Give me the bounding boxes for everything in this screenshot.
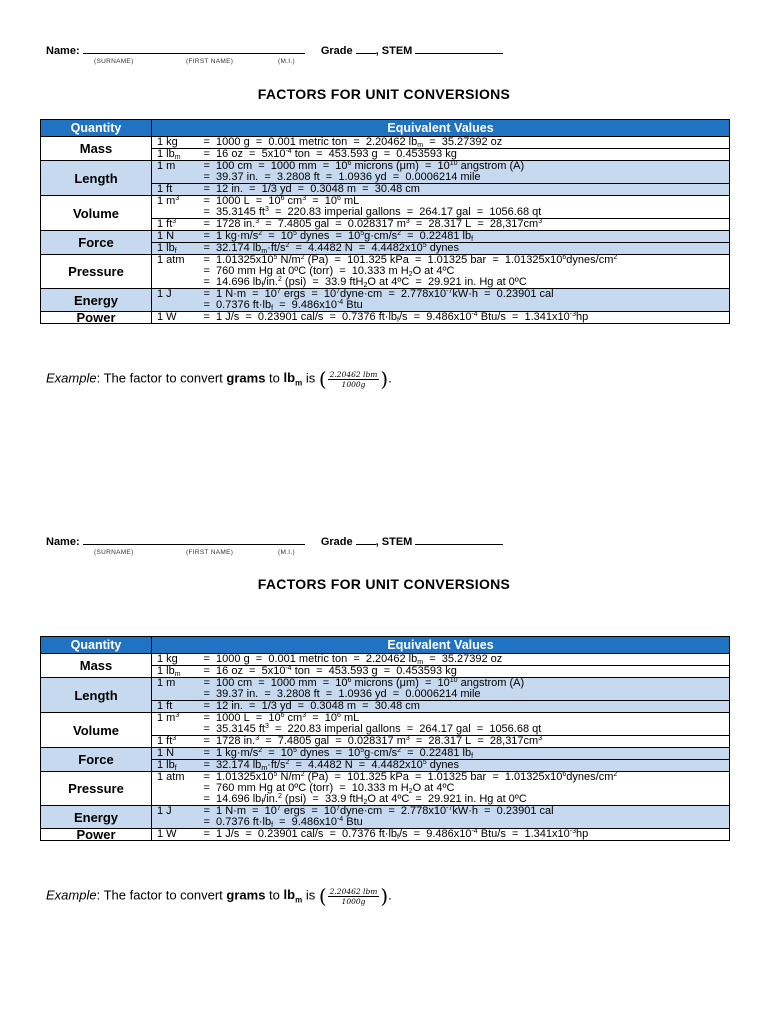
quantity-mass: Mass (41, 137, 152, 161)
example-note: Example: The factor to convert grams to $lb_m$ is ( $\frac{\text{2.20462 lbm}}{1000g}$ ). (46, 884, 392, 908)
value-lbf: = 32.174 $lb_m\cdot ft/s^2 = 4.4482$ $N = 4.4482x10^5$ dynes (199, 243, 730, 255)
value-m-2: = 39.37 in. = 3.2808 ft = 1.0936 yd = 0.0006214 mile (199, 689, 730, 701)
unit-W: 1 W (152, 829, 199, 841)
mi-caption: (M.I.) (278, 58, 295, 65)
value-atm-1: = $1.01325x10^5$ $N/m^2$ (Pa) = 101.325 kPa = 1.01325 bar = $1.01325x10^6dynes/cm^2$ (199, 255, 730, 267)
value-lbf: = 32.174 $lb_m\cdot ft/s^2 = 4.4482$ $N = 4.4482x10^5$ dynes (199, 760, 730, 772)
value-atm-1: = $1.01325x10^5$ $N/m^2$ (Pa) = 101.325 kPa = 1.01325 bar = $1.01325x10^6dynes/cm^2$ (199, 772, 730, 784)
conversion-table (40, 119, 730, 324)
value-m3-1: = 1000 $L = 10^6$ $cm^3 = 10^6$ mL (199, 196, 730, 208)
value-W: = 1 J/s = 0.23901 cal/s = 0.7376 $ft\cdot lb_f/s = 9.486x10^{-4}$ $Btu/s = 1.341x10^{-3}hp$ (199, 829, 730, 841)
value-atm-3: = 14.696 $lb_f/in.^2$ (psi) = 33.9 ftH$_2$O at 4ºC = 29.921 in. Hg at 0ºC (199, 277, 730, 289)
value-J-1: = 1 $N\cdot m = 10^7$ ergs = $10^7dyne\cdot cm = 2.778x10^{-7}kW\cdot h = 0.23901$ cal (199, 289, 730, 301)
value-ft3: = 1728 in.$^3$ = 7.4805 gal = 0.028317 $m^3 = 28.317$ $L = 28,317cm^3$ (199, 219, 730, 231)
quantity-pressure: Pressure (41, 772, 152, 806)
conversion-table (40, 636, 730, 841)
grade-blank[interactable] (356, 535, 376, 545)
value-m-2: = 39.37 in. = 3.2808 ft = 1.0936 yd = 0.0006214 mile (199, 172, 730, 184)
value-W: = 1 J/s = 0.23901 cal/s = 0.7376 $ft\cdot lb_f/s = 9.486x10^{-4}$ $Btu/s = 1.341x10^{-3}hp$ (199, 312, 730, 324)
value-atm-2: = 760 mm Hg at 0ºC (torr) = 10.333 m $H_2O$ at 4ºC (199, 783, 730, 794)
surname-caption: (SURNAME) (94, 58, 134, 65)
unit-W: 1 W (152, 312, 199, 324)
unit-lbm: 1 $lb_m$ (152, 666, 199, 678)
mi-caption: (M.I.) (278, 549, 295, 556)
stem-blank[interactable] (415, 44, 503, 54)
grade-blank[interactable] (356, 44, 376, 54)
quantity-energy: Energy (41, 806, 152, 829)
value-m-1: = 100 cm = 1000 mm = $10^6$ microns $(\mu m) = 10^{10}$ angstrom (A) (199, 161, 730, 173)
unit-atm: 1 atm (152, 772, 199, 784)
first-name-caption: (FIRST NAME) (186, 549, 234, 556)
value-lbm: = 16 oz = $5x10^{-4}$ ton = 453.593 g = 0.453593 kg (199, 149, 730, 161)
unit-lbf: 1 $lb_f$ (152, 760, 199, 772)
value-m3-2: = 35.3145 $ft^3 = 220.83$ imperial gallons = 264.17 gal = 1056.68 qt (199, 724, 730, 736)
unit-ft3: 1 $ft^3$ (152, 219, 199, 231)
unit-J: 1 J (152, 806, 199, 818)
name-blank[interactable] (83, 535, 305, 545)
quantity-length: Length (41, 678, 152, 713)
unit-m3: 1 $m^3$ (152, 713, 199, 725)
name-line: Name: Grade , STEM (46, 535, 503, 548)
unit-J: 1 J (152, 289, 199, 301)
quantity-pressure: Pressure (41, 255, 152, 289)
value-ft: = 12 in. = 1/3 yd = 0.3048 m = 30.48 cm (199, 701, 730, 713)
col-header-values: Equivalent Values (152, 637, 730, 654)
value-m3-2: = 35.3145 $ft^3 = 220.83$ imperial gallons = 264.17 gal = 1056.68 qt (199, 207, 730, 219)
unit-ft3: 1 $ft^3$ (152, 736, 199, 748)
surname-caption: (SURNAME) (94, 549, 134, 556)
quantity-power: Power (41, 829, 152, 841)
value-kg: = 1000 g = 0.001 metric ton = 2.20462 $lb_m = 35.27392$ oz (199, 654, 730, 666)
col-header-quantity: Quantity (41, 120, 152, 137)
value-N: = 1 $kg\cdot m/s^2 = 10^5$ dynes = $10^5g\cdot cm/s^2 = 0.22481$ $lb_f$ (199, 748, 730, 760)
name-blank[interactable] (83, 44, 305, 54)
unit-ft: 1 ft (152, 184, 199, 196)
value-lbm: = 16 oz = $5x10^{-4}$ ton = 453.593 g = 0.453593 kg (199, 666, 730, 678)
unit-lbm: 1 $lb_m$ (152, 149, 199, 161)
value-J-2: = 0.7376 $ft\cdot lb_f = 9.486x10^{-4}$ Btu (199, 300, 730, 312)
unit-N: 1 N (152, 748, 199, 760)
name-line: Name: Grade , STEM (46, 44, 503, 57)
page-title: FACTORS FOR UNIT CONVERSIONS (257, 86, 511, 102)
stem-blank[interactable] (415, 535, 503, 545)
col-header-values: Equivalent Values (152, 120, 730, 137)
quantity-force: Force (41, 231, 152, 255)
value-J-1: = 1 $N\cdot m = 10^7$ ergs = $10^7dyne\cdot cm = 2.778x10^{-7}kW\cdot h = 0.23901$ cal (199, 806, 730, 818)
unit-kg: 1 kg (152, 137, 199, 149)
unit-kg: 1 kg (152, 654, 199, 666)
unit-atm: 1 atm (152, 255, 199, 267)
unit-N: 1 N (152, 231, 199, 243)
example-fraction: $\frac{\text{2.20462 lbm}}{1000g}$ (329, 369, 378, 389)
quantity-force: Force (41, 748, 152, 772)
unit-ft: 1 ft (152, 701, 199, 713)
value-atm-2: = 760 mm Hg at 0ºC (torr) = 10.333 m $H_2O$ at 4ºC (199, 266, 730, 277)
value-N: = 1 $kg\cdot m/s^2 = 10^5$ dynes = $10^5g\cdot cm/s^2 = 0.22481$ $lb_f$ (199, 231, 730, 243)
value-ft: = 12 in. = 1/3 yd = 0.3048 m = 30.48 cm (199, 184, 730, 196)
value-kg: = 1000 g = 0.001 metric ton = 2.20462 $lb_m = 35.27392$ oz (199, 137, 730, 149)
quantity-volume: Volume (41, 196, 152, 231)
quantity-mass: Mass (41, 654, 152, 678)
first-name-caption: (FIRST NAME) (186, 58, 234, 65)
value-m3-1: = 1000 $L = 10^6$ $cm^3 = 10^6$ mL (199, 713, 730, 725)
quantity-energy: Energy (41, 289, 152, 312)
quantity-power: Power (41, 312, 152, 324)
unit-m3: 1 $m^3$ (152, 196, 199, 208)
example-note: Example: The factor to convert grams to $lb_m$ is ( $\frac{\text{2.20462 lbm}}{1000g}$ ). (46, 367, 392, 391)
value-m-1: = 100 cm = 1000 mm = $10^6$ microns $(\mu m) = 10^{10}$ angstrom (A) (199, 678, 730, 690)
col-header-quantity: Quantity (41, 637, 152, 654)
value-ft3: = 1728 in.$^3$ = 7.4805 gal = 0.028317 $m^3 = 28.317$ $L = 28,317cm^3$ (199, 736, 730, 748)
value-atm-3: = 14.696 $lb_f/in.^2$ (psi) = 33.9 ftH$_2$O at 4ºC = 29.921 in. Hg at 0ºC (199, 794, 730, 806)
unit-lbf: 1 $lb_f$ (152, 243, 199, 255)
value-J-2: = 0.7376 $ft\cdot lb_f = 9.486x10^{-4}$ Btu (199, 817, 730, 829)
unit-m: 1 m (152, 161, 199, 173)
example-fraction: $\frac{\text{2.20462 lbm}}{1000g}$ (329, 886, 378, 906)
quantity-length: Length (41, 161, 152, 196)
quantity-volume: Volume (41, 713, 152, 748)
page-title: FACTORS FOR UNIT CONVERSIONS (257, 576, 511, 592)
unit-m: 1 m (152, 678, 199, 690)
